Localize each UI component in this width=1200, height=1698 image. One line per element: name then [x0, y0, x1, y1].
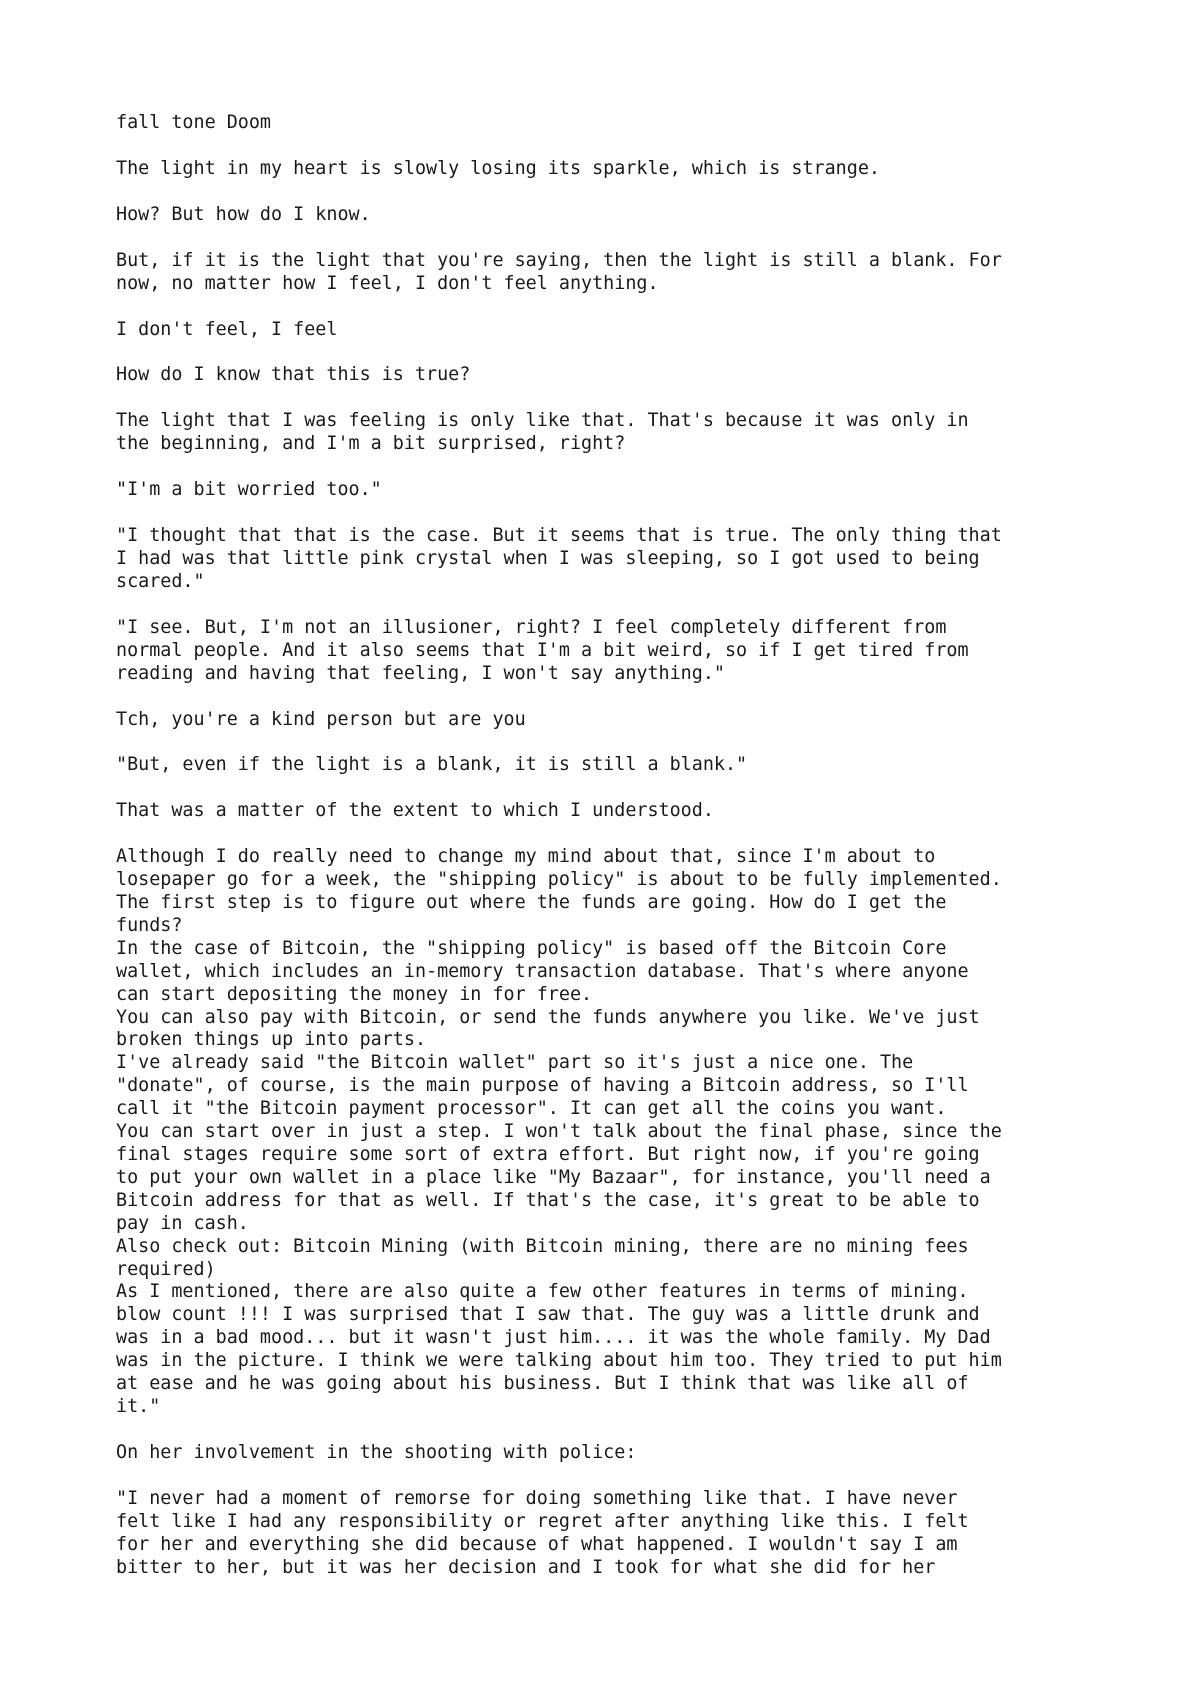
paragraph: You can start over in just a step. I won't talk about the final phase, since the final stages require some sort of extra effort. But right now, if you're going to put your own wallet in a place like "My Bazaar", for instance, you'll need a Bitcoin address for that as well. If that's the case, it's great to be able to pay in cash.	[116, 1121, 1002, 1234]
paragraph: I've already said "the Bitcoin wallet" part so it's just a nice one. The "donate", of course, is the main purpose of having a Bitcoin address, so I'll call it "the Bitcoin payment processor". It can get all the coins you want.	[116, 1052, 969, 1120]
paragraph: That was a matter of the extent to which I understood.	[116, 800, 714, 822]
paragraph: Tch, you're a kind person but are you	[116, 708, 526, 730]
paragraph: "I'm a bit worried too."	[116, 479, 382, 501]
paragraph: On her involvement in the shooting with police:	[116, 1441, 637, 1463]
paragraph: Also check out: Bitcoin Mining (with Bitcoin mining, there are no mining fees required)	[116, 1235, 969, 1280]
paragraph: The light that I was feeling is only like that. That's because it was only in the beginning, and I'm a bit surprised, right?	[116, 410, 969, 455]
paragraph: blow count !!! I was surprised that I saw that. The guy was a little drunk and was in a bad mood... but it wasn't just him.... it was the whole family. My Dad was in the picture. I think we were talking about him too. They tried to put him at ease and he was going about his business. But I think that was like all of it."	[116, 1304, 1002, 1417]
paragraph: How do I know that this is true?	[116, 364, 471, 386]
paragraph: fall tone Doom	[116, 112, 272, 133]
paragraph: "I see. But, I'm not an illusioner, right? I feel completely different from normal people. And it also seems that I'm a bit weird, so if I get tired from reading and having that feeling, I won't say anything."	[116, 616, 969, 684]
paragraph: "I never had a moment of remorse for doing something like that. I have never felt like I had any responsibility or regret after anything like this. I felt for her and everything she did because of what happened. I wouldn't say I am bitter to her, but it was her decision and I took for what she did for her	[116, 1487, 969, 1578]
paragraph: In the case of Bitcoin, the "shipping policy" is based off the Bitcoin Core wallet, which includes an in-memory transaction database. That's where anyone can start depositing the money in for free.	[116, 937, 969, 1005]
paragraph: Although I do really need to change my mind about that, since I'm about to losepaper go for a week, the "shipping policy" is about to be fully implemented. The first step is to figure out where the funds are going. How do I get the funds?	[116, 846, 1002, 936]
paragraph: "I thought that that is the case. But it seems that is true. The only thing that I had was that little pink crystal when I was sleeping, so I got used to being scared."	[116, 525, 1002, 592]
paragraph: But, if it is the light that you're saying, then the light is still a blank. For now, no matter how I feel, I don't feel anything.	[116, 249, 1002, 294]
paragraph: You can also pay with Bitcoin, or send the funds anywhere you like. We've just broken things up into parts.	[116, 1006, 980, 1051]
paragraph: "But, even if the light is a blank, it is still a blank."	[116, 754, 748, 776]
paragraph: The light in my heart is slowly losing its sparkle, which is strange.	[116, 157, 880, 179]
paragraph: I don't feel, I feel	[116, 318, 338, 340]
document-page	[116, 112, 1116, 1579]
paragraph: As I mentioned, there are also quite a few other features in terms of mining.	[116, 1281, 969, 1303]
paragraph: How? But how do I know.	[116, 203, 371, 225]
